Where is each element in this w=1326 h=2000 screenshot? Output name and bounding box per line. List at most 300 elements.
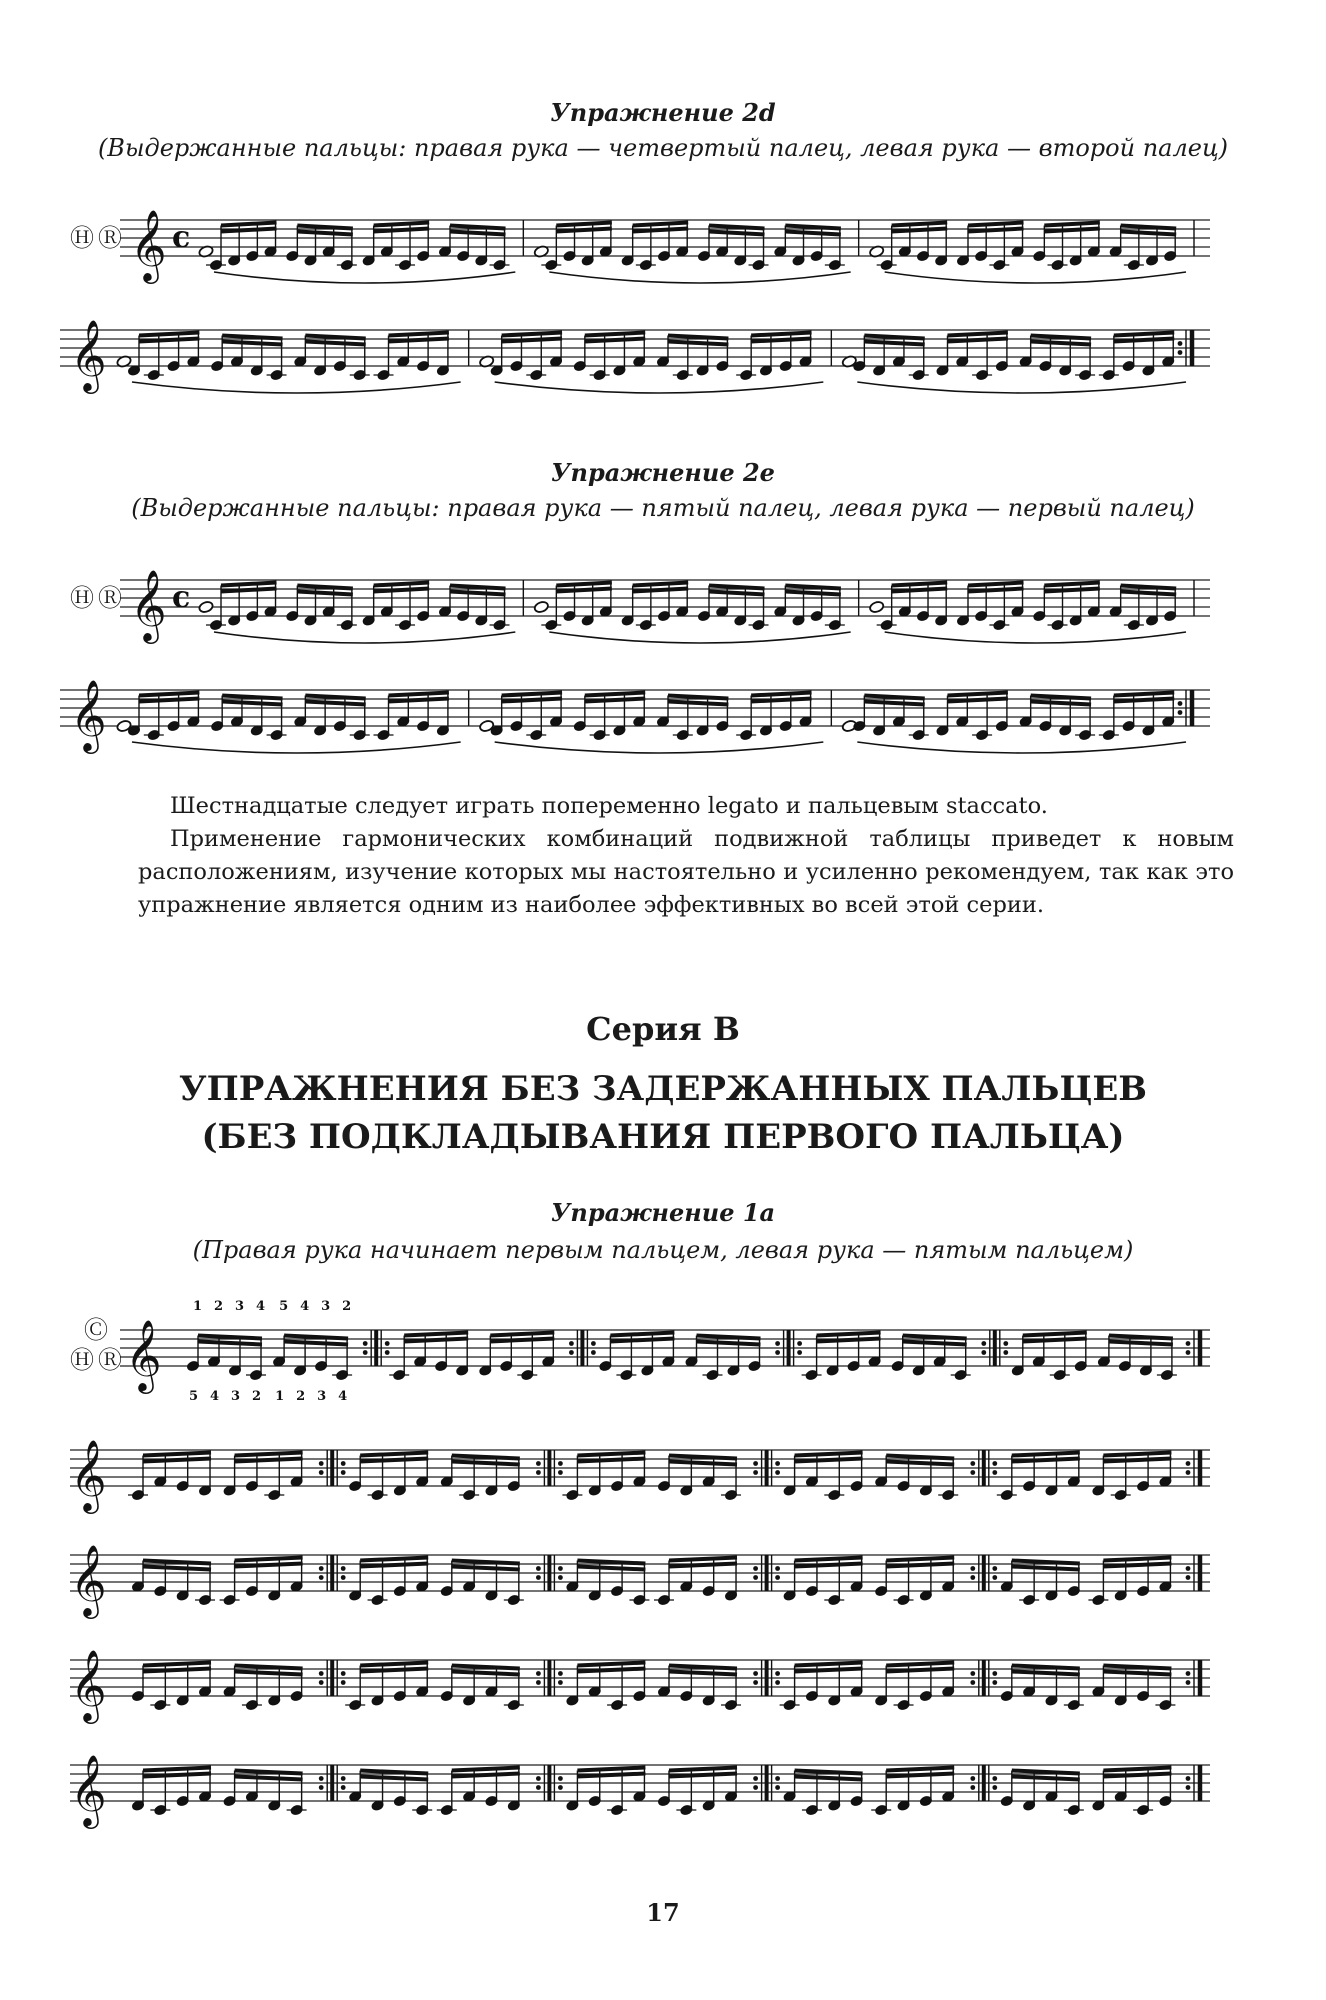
beam [864,696,924,699]
beam [892,223,948,226]
beam [668,342,728,345]
repeat-dot [558,1785,563,1790]
beam [585,333,645,336]
beam [697,1342,761,1345]
beam [221,223,277,226]
repeat-dot [319,1671,324,1676]
repeat-dot [1186,1575,1191,1580]
fingering-right: 1 [193,1299,203,1314]
beam [1103,1672,1171,1675]
section-heading-line-1: УПРАЖНЕНИЯ БЕЗ ЗАДЕРЖАННЫХ ПАЛЬЦЕВ [179,1069,1147,1109]
beam [817,1333,881,1336]
beam [1012,1771,1080,1774]
beam [785,586,841,589]
beam [709,586,765,589]
beam [886,1456,954,1459]
repeat-dot [753,1680,758,1685]
repeat-dot [536,1785,541,1790]
fingering-left: 3 [317,1389,327,1404]
repeat-dot [970,1461,975,1466]
fingering-left: 4 [338,1389,348,1404]
page-number: 17 [646,1898,680,1927]
repeat-dot [558,1470,563,1475]
beam [235,1453,303,1456]
beam [305,342,365,345]
fingering-right: 2 [214,1299,224,1314]
repeat-dot [319,1680,324,1685]
repeat-dot [992,1785,997,1790]
slur [132,382,461,393]
staff-1a-line-4 [70,1610,1230,1720]
beam [669,1672,737,1675]
beam [577,1453,645,1456]
exercise-1a-title: Упражнение 1a [550,1198,776,1227]
repeat-dot [558,1575,563,1580]
beam [633,583,689,586]
repeat-dot [341,1461,346,1466]
repeat-dot [569,1341,574,1346]
marking-circle: Ⓗ [70,584,94,612]
slur [132,742,461,753]
beam [143,1561,211,1564]
beam [785,592,841,595]
beam [968,223,1024,226]
beam [1121,586,1177,589]
beam [1012,1666,1080,1669]
beam [1103,1453,1171,1456]
slur [857,382,1186,393]
beam [1031,702,1091,705]
section-heading-line-2: (БЕЗ ПОДКЛАДЫВАНИЯ ПЕРВОГО ПАЛЬЦА) [201,1117,1125,1157]
repeat-dot [970,1680,975,1685]
beam [389,333,449,336]
beam [751,333,811,336]
beam [795,1777,863,1780]
beam [502,333,562,336]
fingering-right: 4 [256,1299,266,1314]
beam [886,1663,954,1666]
music-staff-svg [70,650,1230,750]
beam [669,1558,737,1561]
whole-note [533,600,549,613]
fingering-right: 3 [235,1299,245,1314]
repeat-dot [341,1680,346,1685]
staff-1a-line-3 [70,1505,1230,1615]
treble-clef: 𝄞 [70,1438,107,1511]
marking-circle: Ⓗ [70,1346,94,1374]
repeat-dot [536,1461,541,1466]
repeat-dot [363,1350,368,1355]
beam [450,226,506,229]
repeat-dot [1186,1785,1191,1790]
marking-circle: Ⓡ [98,584,122,612]
marking-circle: Ⓗ [70,224,94,252]
repeat-dot [970,1470,975,1475]
beam [222,696,282,699]
beam [1044,223,1100,226]
repeat-dot [319,1566,324,1571]
beam [1031,336,1091,339]
beam [1031,342,1091,345]
beam [948,693,1008,696]
beam [1114,333,1174,336]
beam [502,693,562,696]
beam [892,583,948,586]
repeat-dot [558,1566,563,1571]
slur [885,632,1186,643]
repeat-dot [753,1461,758,1466]
beam [1031,696,1091,699]
fingering-right: 3 [321,1299,331,1314]
beam [1109,1336,1173,1339]
beam [452,1456,520,1459]
repeat-dot [385,1350,390,1355]
beam [795,1771,863,1774]
beam [404,1333,468,1336]
repeat-dot [341,1785,346,1790]
repeat-dot [558,1671,563,1676]
beam [886,1558,954,1561]
beam [903,1342,967,1345]
treble-clef: 𝄞 [130,208,167,281]
time-signature: c [172,220,191,255]
beam [1109,1342,1173,1345]
repeat-dot [1186,1341,1191,1346]
repeat-dot [536,1776,541,1781]
beam [143,1453,211,1456]
repeat-dot [775,1680,780,1685]
repeat-dot [536,1566,541,1571]
slur [857,742,1186,753]
repeat-dot [1003,1341,1008,1346]
beam [669,1462,737,1465]
repeat-dot [992,1680,997,1685]
repeat-dot [753,1671,758,1676]
beam [305,702,365,705]
fingering-left: 2 [252,1389,262,1404]
series-label: Серия B [586,1010,740,1048]
beam [360,1771,428,1774]
beam [1023,1333,1087,1336]
repeat-dot [1003,1350,1008,1355]
music-staff-svg [70,180,1230,280]
treble-clef: 𝄞 [130,568,167,641]
staff-1a-line-1 [70,1280,1230,1404]
slur [549,632,850,643]
repeat-dot [1186,1350,1191,1355]
beam [450,232,506,235]
repeat-dot [797,1350,802,1355]
repeat-dot [775,1785,780,1790]
beam [284,1336,348,1339]
beam [668,336,728,339]
slur [885,272,1186,283]
beam [709,592,765,595]
beam [785,226,841,229]
beam [610,1333,674,1336]
beam [450,592,506,595]
beam [556,223,612,226]
beam [1114,693,1174,696]
beam [864,336,924,339]
beam [751,693,811,696]
beam [297,586,353,589]
beam [222,342,282,345]
body-text [138,790,1234,922]
repeat-dot [1178,701,1183,706]
repeat-dot [992,1566,997,1571]
beam [1012,1567,1080,1570]
music-staff-svg [70,1280,1230,1404]
beam [305,336,365,339]
repeat-dot [1186,1680,1191,1685]
repeat-dot [970,1671,975,1676]
repeat-dot [591,1350,596,1355]
slur [495,382,824,393]
repeat-dot [536,1470,541,1475]
fingering-left: 2 [296,1389,306,1404]
repeat-dot [753,1566,758,1571]
beam [1121,232,1177,235]
beam [1012,1561,1080,1564]
beam [1012,1672,1080,1675]
fingering-right: 4 [300,1299,310,1314]
beam [669,1456,737,1459]
beam [360,1663,428,1666]
exercise-1a-subtitle: (Правая рука начинает первым пальцем, левая рука — пятым пальцем) [192,1236,1134,1264]
beam [785,232,841,235]
staff-2d-line-2 [70,290,1230,390]
beam [235,1558,303,1561]
beam [1103,1666,1171,1669]
repeat-dot [797,1341,802,1346]
beam [222,702,282,705]
beam [709,226,765,229]
repeat-dot [363,1341,368,1346]
repeat-dot [1186,1461,1191,1466]
beam [222,336,282,339]
beam [697,1336,761,1339]
repeat-dot [970,1575,975,1580]
beam [1044,583,1100,586]
repeat-dot [536,1575,541,1580]
beam [452,1462,520,1465]
beam [886,1768,954,1771]
beam [864,342,924,345]
marking-circle: Ⓒ [84,1316,108,1344]
repeat-dot [775,1341,780,1346]
paragraph-1: Шестнадцатые следует играть попеременно legato и пальцевым staccato. [170,793,1048,819]
staff-1a-line-2 [70,1400,1230,1510]
beam [297,592,353,595]
beam [668,702,728,705]
beam [389,693,449,696]
beam [452,1666,520,1669]
treble-clef: 𝄞 [70,678,107,751]
beam [360,1453,428,1456]
fingering-left: 3 [231,1389,241,1404]
repeat-dot [992,1776,997,1781]
whole-note [869,600,885,613]
beam [139,333,199,336]
repeat-dot [753,1470,758,1475]
beam [577,1567,645,1570]
repeat-dot [1186,1671,1191,1676]
treble-clef: 𝄞 [70,1543,107,1616]
slur [495,742,824,753]
repeat-dot [319,1785,324,1790]
treble-clef: 𝄞 [70,1753,107,1826]
music-staff-svg [70,540,1230,640]
fingering-left: 5 [189,1389,199,1404]
beam [305,696,365,699]
beam [1103,1768,1171,1771]
beam [235,1771,303,1774]
slur [549,272,850,283]
slur [214,632,515,643]
beam [143,1567,211,1570]
repeat-dot [569,1350,574,1355]
repeat-dot [1186,1470,1191,1475]
beam [450,586,506,589]
repeat-dot [1178,350,1183,355]
repeat-dot [1178,341,1183,346]
staff-2e-line-1 [70,540,1230,640]
repeat-dot [536,1671,541,1676]
beam [669,1768,737,1771]
repeat-dot [1186,1776,1191,1781]
staff-2e-line-2 [70,650,1230,750]
beam [556,583,612,586]
beam [577,1561,645,1564]
beam [221,583,277,586]
repeat-dot [319,1470,324,1475]
beam [235,1777,303,1780]
music-staff-svg [70,290,1230,390]
repeat-dot [558,1461,563,1466]
beam [633,223,689,226]
repeat-dot [775,1461,780,1466]
repeat-dot [970,1785,975,1790]
beam [864,702,924,705]
repeat-dot [992,1575,997,1580]
repeat-dot [992,1470,997,1475]
repeat-dot [341,1470,346,1475]
repeat-dot [775,1575,780,1580]
beam [709,232,765,235]
paragraph-2: Применение гармонических комбинаций подвижной таблицы приведет к новым расположениям, изучение которых мы настоятельно и усиленно рекомендуем, так как это упражнение является одним из наиболее эффективных во всей этой серии. [138,826,1234,918]
time-signature: c [172,580,191,615]
repeat-dot [753,1785,758,1790]
beam [360,1777,428,1780]
fingering-right: 2 [342,1299,352,1314]
beam [1121,226,1177,229]
beam [968,583,1024,586]
beam [235,1672,303,1675]
beam [490,1333,554,1336]
repeat-dot [385,1341,390,1346]
music-staff-svg [70,1610,1230,1720]
treble-clef: 𝄞 [70,1648,107,1721]
treble-clef: 𝄞 [70,318,107,391]
beam [139,693,199,696]
beam [948,333,1008,336]
fingering-left: 1 [275,1389,285,1404]
beam [795,1558,863,1561]
repeat-dot [1186,1566,1191,1571]
repeat-dot [981,1341,986,1346]
repeat-dot [775,1671,780,1676]
fingering-right: 5 [279,1299,289,1314]
repeat-dot [558,1776,563,1781]
beam [903,1336,967,1339]
exercise-2e-subtitle: (Выдержанные пальцы: правая рука — пятый палец, левая рука — первый палец) [131,494,1195,522]
beam [374,223,430,226]
beam [374,583,430,586]
repeat-dot [341,1776,346,1781]
repeat-dot [753,1776,758,1781]
fingering-left: 4 [210,1389,220,1404]
beam [452,1768,520,1771]
repeat-dot [992,1461,997,1466]
repeat-dot [970,1566,975,1571]
beam [284,1342,348,1345]
beam [198,1342,262,1345]
music-staff-svg [70,1715,1230,1825]
beam [668,696,728,699]
marking-circle: Ⓡ [98,224,122,252]
beam [452,1567,520,1570]
beam [198,1336,262,1339]
staff-2d-line-1 [70,180,1230,280]
beam [297,232,353,235]
repeat-dot [970,1776,975,1781]
beam [669,1666,737,1669]
repeat-dot [558,1680,563,1685]
repeat-dot [536,1680,541,1685]
beam [577,1663,645,1666]
repeat-dot [775,1350,780,1355]
music-staff-svg [70,1505,1230,1615]
repeat-dot [992,1671,997,1676]
repeat-dot [775,1776,780,1781]
beam [1121,592,1177,595]
beam [795,1663,863,1666]
beam [585,693,645,696]
repeat-dot [319,1461,324,1466]
exercise-2d-title: Упражнение 2d [550,98,776,127]
repeat-dot [341,1566,346,1571]
beam [1103,1558,1171,1561]
repeat-dot [1178,710,1183,715]
beam [577,1768,645,1771]
treble-clef: 𝄞 [125,1318,162,1391]
repeat-dot [775,1566,780,1571]
beam [452,1672,520,1675]
staff-1a-line-5 [70,1715,1230,1825]
beam [143,1768,211,1771]
repeat-dot [341,1575,346,1580]
beam [235,1666,303,1669]
beam [143,1663,211,1666]
beam [1012,1453,1080,1456]
beam [360,1558,428,1561]
beam [886,1462,954,1465]
beam [452,1561,520,1564]
repeat-dot [981,1350,986,1355]
beam [297,226,353,229]
beam [795,1453,863,1456]
